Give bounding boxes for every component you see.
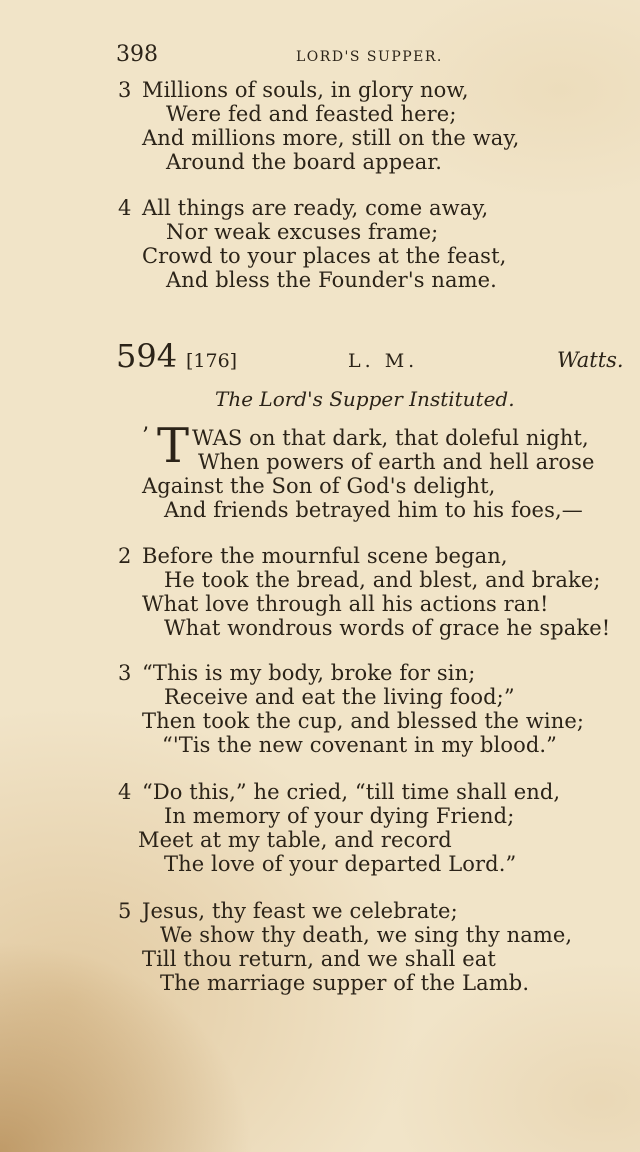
verse-line: Around the board appear.	[166, 150, 443, 174]
verse-text: “Do this,” he cried, “till time shall end,	[142, 780, 561, 804]
verse-text: All things are ready, come away,	[142, 196, 489, 220]
verse-line: In memory of your dying Friend;	[164, 804, 515, 828]
drop-cap: T	[157, 418, 190, 474]
verse-line: Were fed and feasted here;	[166, 102, 457, 126]
verse-line	[118, 663, 475, 684]
verse-line: “'Tis the new covenant in my blood.”	[162, 733, 558, 757]
verse-line: The love of your departed Lord.”	[164, 852, 517, 876]
verse-line	[118, 782, 560, 803]
hymn-reference: [176]	[186, 350, 238, 372]
verse-text: “This is my body, broke for sin;	[142, 661, 476, 685]
drop-cap-apostrophe: ’	[142, 424, 149, 449]
verse-line: What wondrous words of grace he spake!	[164, 616, 611, 640]
verse-number: 4	[118, 780, 132, 804]
running-head	[116, 44, 586, 74]
verse-text: Millions of souls, in glory now,	[142, 78, 469, 102]
verse-line	[118, 80, 469, 101]
verse-line: Till thou return, and we shall eat	[142, 947, 496, 971]
verse-line: Nor weak excuses frame;	[166, 220, 439, 244]
verse-line	[118, 901, 458, 922]
verse-line: He took the bread, and blest, and brake;	[164, 568, 601, 592]
verse-number: 4	[118, 196, 132, 220]
verse-line: What love through all his actions ran!	[142, 592, 549, 616]
verse-line	[118, 546, 508, 567]
verse-number: 5	[118, 899, 132, 923]
hymn-meter: L. M.	[348, 350, 419, 372]
verse-text: Before the mournful scene began,	[142, 544, 508, 568]
page-number: 398	[116, 42, 158, 67]
verse-line: And millions more, still on the way,	[142, 126, 520, 150]
verse-line	[118, 198, 488, 219]
verse-line: And bless the Founder's name.	[166, 268, 497, 292]
hymn-author: Watts.	[557, 348, 624, 372]
verse-number: 3	[118, 78, 132, 102]
verse-line: Receive and eat the living food;”	[164, 685, 515, 709]
verse-line: Crowd to your places at the feast,	[142, 244, 507, 268]
verse-line: And friends betrayed him to his foes,—	[164, 498, 583, 522]
running-title: LORD'S SUPPER.	[296, 49, 443, 65]
verse-line: The marriage supper of the Lamb.	[160, 971, 530, 995]
verse-line: We show thy death, we sing thy name,	[160, 923, 573, 947]
verse-line: Then took the cup, and blessed the wine;	[142, 709, 585, 733]
verse-text: Jesus, thy feast we celebrate;	[142, 899, 458, 923]
verse-line: WAS on that dark, that doleful night,	[192, 426, 589, 450]
verse-line: Meet at my table, and record	[138, 828, 452, 852]
verse-number: 3	[118, 661, 132, 685]
verse-line: When powers of earth and hell arose	[198, 450, 595, 474]
hymn-number: 594	[116, 337, 178, 375]
verse-number: 2	[118, 544, 132, 568]
verse-line: Against the Son of God's delight,	[142, 474, 496, 498]
hymn-title: The Lord's Supper Instituted.	[215, 387, 515, 411]
